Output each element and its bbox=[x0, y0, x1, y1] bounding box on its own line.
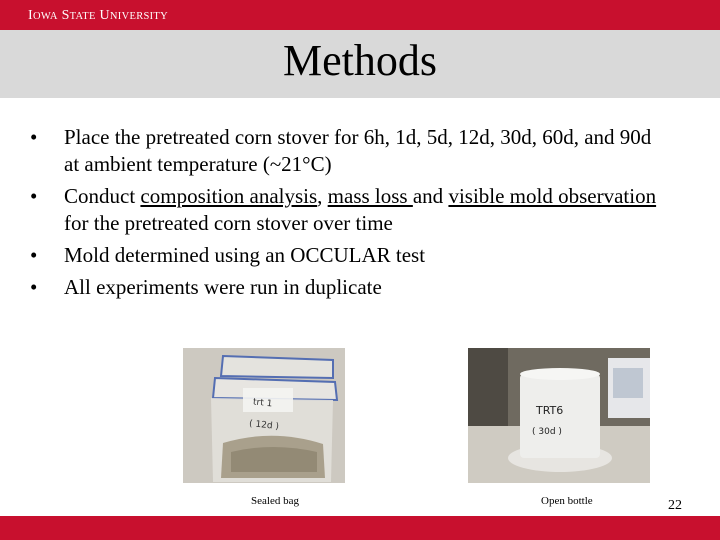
bullet-list bbox=[28, 124, 668, 306]
bullet-text: Mold determined using an OCCULAR test bbox=[64, 243, 426, 267]
sealed-bag-photo bbox=[183, 348, 345, 483]
university-logo bbox=[28, 7, 188, 28]
header-bar bbox=[0, 0, 720, 30]
bullet-marker: • bbox=[30, 243, 38, 267]
sealed-bag-caption: Sealed bag bbox=[251, 495, 299, 507]
open-bottle-photo bbox=[468, 348, 650, 483]
page-number: 22 bbox=[668, 498, 682, 513]
bullet-text: All experiments were run in duplicate bbox=[64, 275, 382, 299]
bullet-text: , bbox=[317, 184, 328, 208]
bullet-text: Place the pretreated corn stover for 6h, 1d, 5d, 12d, 30d, 60d, and 90d at ambient temperature (~21°C) bbox=[64, 125, 652, 176]
bullet-item bbox=[28, 242, 668, 269]
slide-title: Methods bbox=[283, 36, 437, 85]
underlined-text: mass loss bbox=[327, 184, 413, 208]
open-bottle-caption: Open bottle bbox=[541, 495, 593, 507]
bullet-marker: • bbox=[30, 184, 38, 208]
svg-text:( 12d ): ( 12d ) bbox=[248, 419, 280, 433]
bullet-text: and bbox=[412, 184, 449, 208]
bullet-item bbox=[28, 274, 668, 301]
bullet-text: for the pretreated corn stover over time bbox=[64, 211, 393, 235]
bullet-marker: • bbox=[30, 125, 38, 149]
svg-text:( 30d ): ( 30d ) bbox=[532, 427, 562, 437]
underlined-text: composition analysis bbox=[140, 184, 318, 208]
university-wordmark bbox=[28, 7, 188, 23]
svg-text:IOWA STATE UNIVERSITY: IOWA STATE UNIVERSITY bbox=[28, 8, 169, 23]
underlined-text: visible mold observation bbox=[448, 184, 657, 208]
bullet-text: Conduct bbox=[64, 184, 141, 208]
bullet-item bbox=[28, 124, 668, 178]
footer-bar bbox=[0, 516, 720, 540]
svg-text:TRT6: TRT6 bbox=[536, 404, 564, 417]
svg-text:trt 1: trt 1 bbox=[252, 397, 273, 410]
bullet-item bbox=[28, 183, 668, 237]
bullet-marker: • bbox=[30, 275, 38, 299]
